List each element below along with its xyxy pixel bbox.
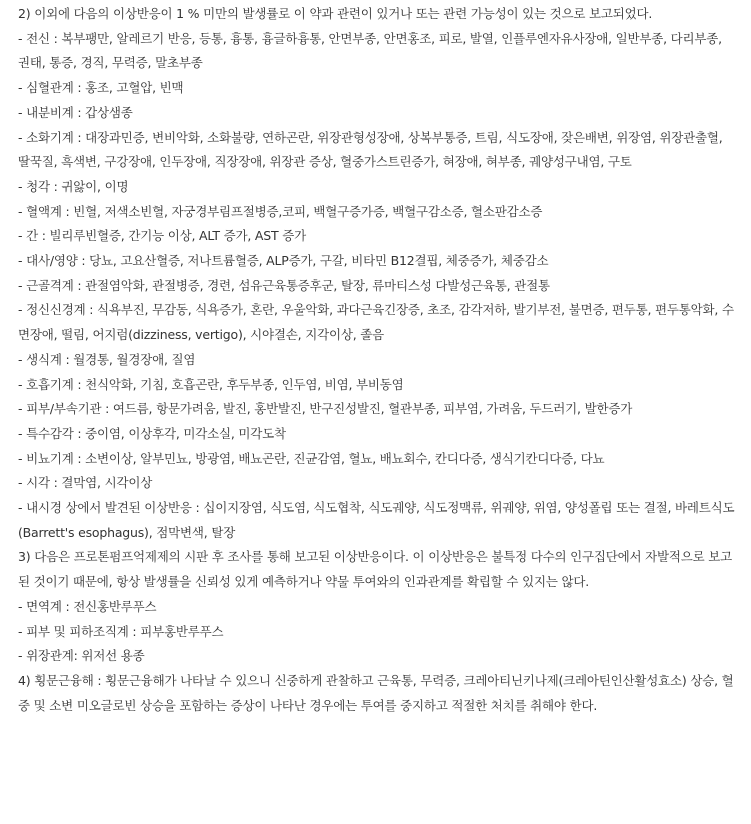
list-item-hearing: - 청각 : 귀앓이, 이명 xyxy=(18,178,129,194)
list-item-general: - 전신 : 복부팽만, 알레르기 반응, 등통, 흉통, 흉글하흉통, 안면부종, 안면홍조, 피로, 발열, 인플루엔자유사장애, 일반부종, 다리부종, 권태, 통증, 경직, 무력증, 말초부종 xyxy=(18,30,722,71)
list-item-digestive: - 소화기계 : 대장과민증, 변비악화, 소화불량, 연하곤란, 위장관형성장애, 상복부통증, 트림, 식도장애, 잦은배변, 위장염, 위장관출혈, 딸꾹질, 흑색변, 구강장애, 인두장애, 직장장애, 위장관 증상, 혈중가스트린증가, 혀장애, 혀부종, 궤양성구내염, 구토 xyxy=(18,129,723,170)
list-item-reproductive: - 생식계 : 월경통, 월경장애, 질염 xyxy=(18,351,196,367)
list-item-metabolism: - 대사/영양 : 당뇨, 고요산혈증, 저나트륨혈증, ALP증가, 구갈, 비타민 B12결핍, 체중증가, 체중감소 xyxy=(18,253,549,269)
list-item-neuropsychiatric: - 정신신경계 : 식욕부진, 무감동, 식욕증가, 혼란, 우울악화, 과다근육긴장증, 초조, 감각저하, 발기부전, 불면증, 편두통, 편두통악화, 수면장애, 떨림, 어지럼(dizziness, vertigo), 시야결손, 지각이상, 졸음 xyxy=(18,302,734,343)
paragraph-postmarketing-3: 3) 다음은 프로톤펌프억제제의 시판 후 조사를 통해 보고된 이상반응이다. 이 이상반응은 불특정 다수의 인구집단에서 자발적으로 보고된 것이기 때문에, 항상 발생률을 신뢰성 있게 예측하거나 약물 투여와의 인과관계를 확립할 수 있지는 않다. xyxy=(18,549,733,590)
list-item-liver: - 간 : 빌리루빈혈증, 간기능 이상, ALT 증가, AST 증가 xyxy=(18,228,306,244)
list-item-cardiovascular: - 심혈관계 : 홍조, 고혈압, 빈맥 xyxy=(18,80,184,96)
paragraph-rhabdomyolysis-4: 4) 횡문근융해 : 횡문근융해가 나타날 수 있으니 신중하게 관찰하고 근육통, 무력증, 크레아티닌키나제(크레아틴인산활성효소) 상승, 혈중 및 소변 미오글로빈 상승을 포함하는 증상이 나타난 경우에는 투여를 중지하고 적절한 처치를 취해야 한다. xyxy=(18,672,734,713)
list-item-endoscopic: - 내시경 상에서 발견된 이상반응 : 십이지장염, 식도염, 식도협착, 식도궤양, 식도정맥류, 위궤양, 위염, 양성폴립 또는 결절, 바레트식도(Barrett's esophagus), 점막변색, 탈장 xyxy=(18,500,735,540)
list-item-gastrointestinal: - 위장관계: 위저선 용종 xyxy=(18,648,145,664)
list-item-special-senses: - 특수감각 : 중이염, 이상후각, 미각소실, 미각도착 xyxy=(18,425,286,441)
list-item-vision: - 시각 : 결막염, 시각이상 xyxy=(18,475,153,491)
list-item-skin: - 피부/부속기관 : 여드름, 항문가려움, 발진, 홍반발진, 반구진성발진, 혈관부종, 피부염, 가려움, 두드러기, 발한증가 xyxy=(18,401,633,417)
list-item-blood: - 혈액계 : 빈혈, 저색소빈혈, 자궁경부림프절병증,코피, 백혈구증가증, 백혈구감소증, 혈소판감소증 xyxy=(18,203,543,219)
list-item-immune: - 면역계 : 전신홍반루푸스 xyxy=(18,598,157,614)
list-item-respiratory: - 호흡기계 : 천식악화, 기침, 호흡곤란, 후두부종, 인두염, 비염, 부비동염 xyxy=(18,376,404,392)
list-item-musculoskeletal: - 근골격계 : 관절염악화, 관절병증, 경련, 섬유근육통증후군, 탈장, 류마티스성 다발성근육통, 관절통 xyxy=(18,277,550,293)
list-item-endocrine: - 내분비계 : 갑상샘종 xyxy=(18,104,133,120)
list-item-skin-subcutaneous: - 피부 및 피하조직계 : 피부홍반루푸스 xyxy=(18,623,224,639)
paragraph-intro-2: 2) 이외에 다음의 이상반응이 1 % 미만의 발생률로 이 약과 관련이 있거나 또는 관련 가능성이 있는 것으로 보고되었다. xyxy=(18,6,653,21)
list-item-urinary: - 비뇨기계 : 소변이상, 알부민뇨, 방광염, 배뇨곤란, 진균감염, 혈뇨, 배뇨회수, 칸디다증, 생식기칸디다증, 다뇨 xyxy=(18,450,605,466)
